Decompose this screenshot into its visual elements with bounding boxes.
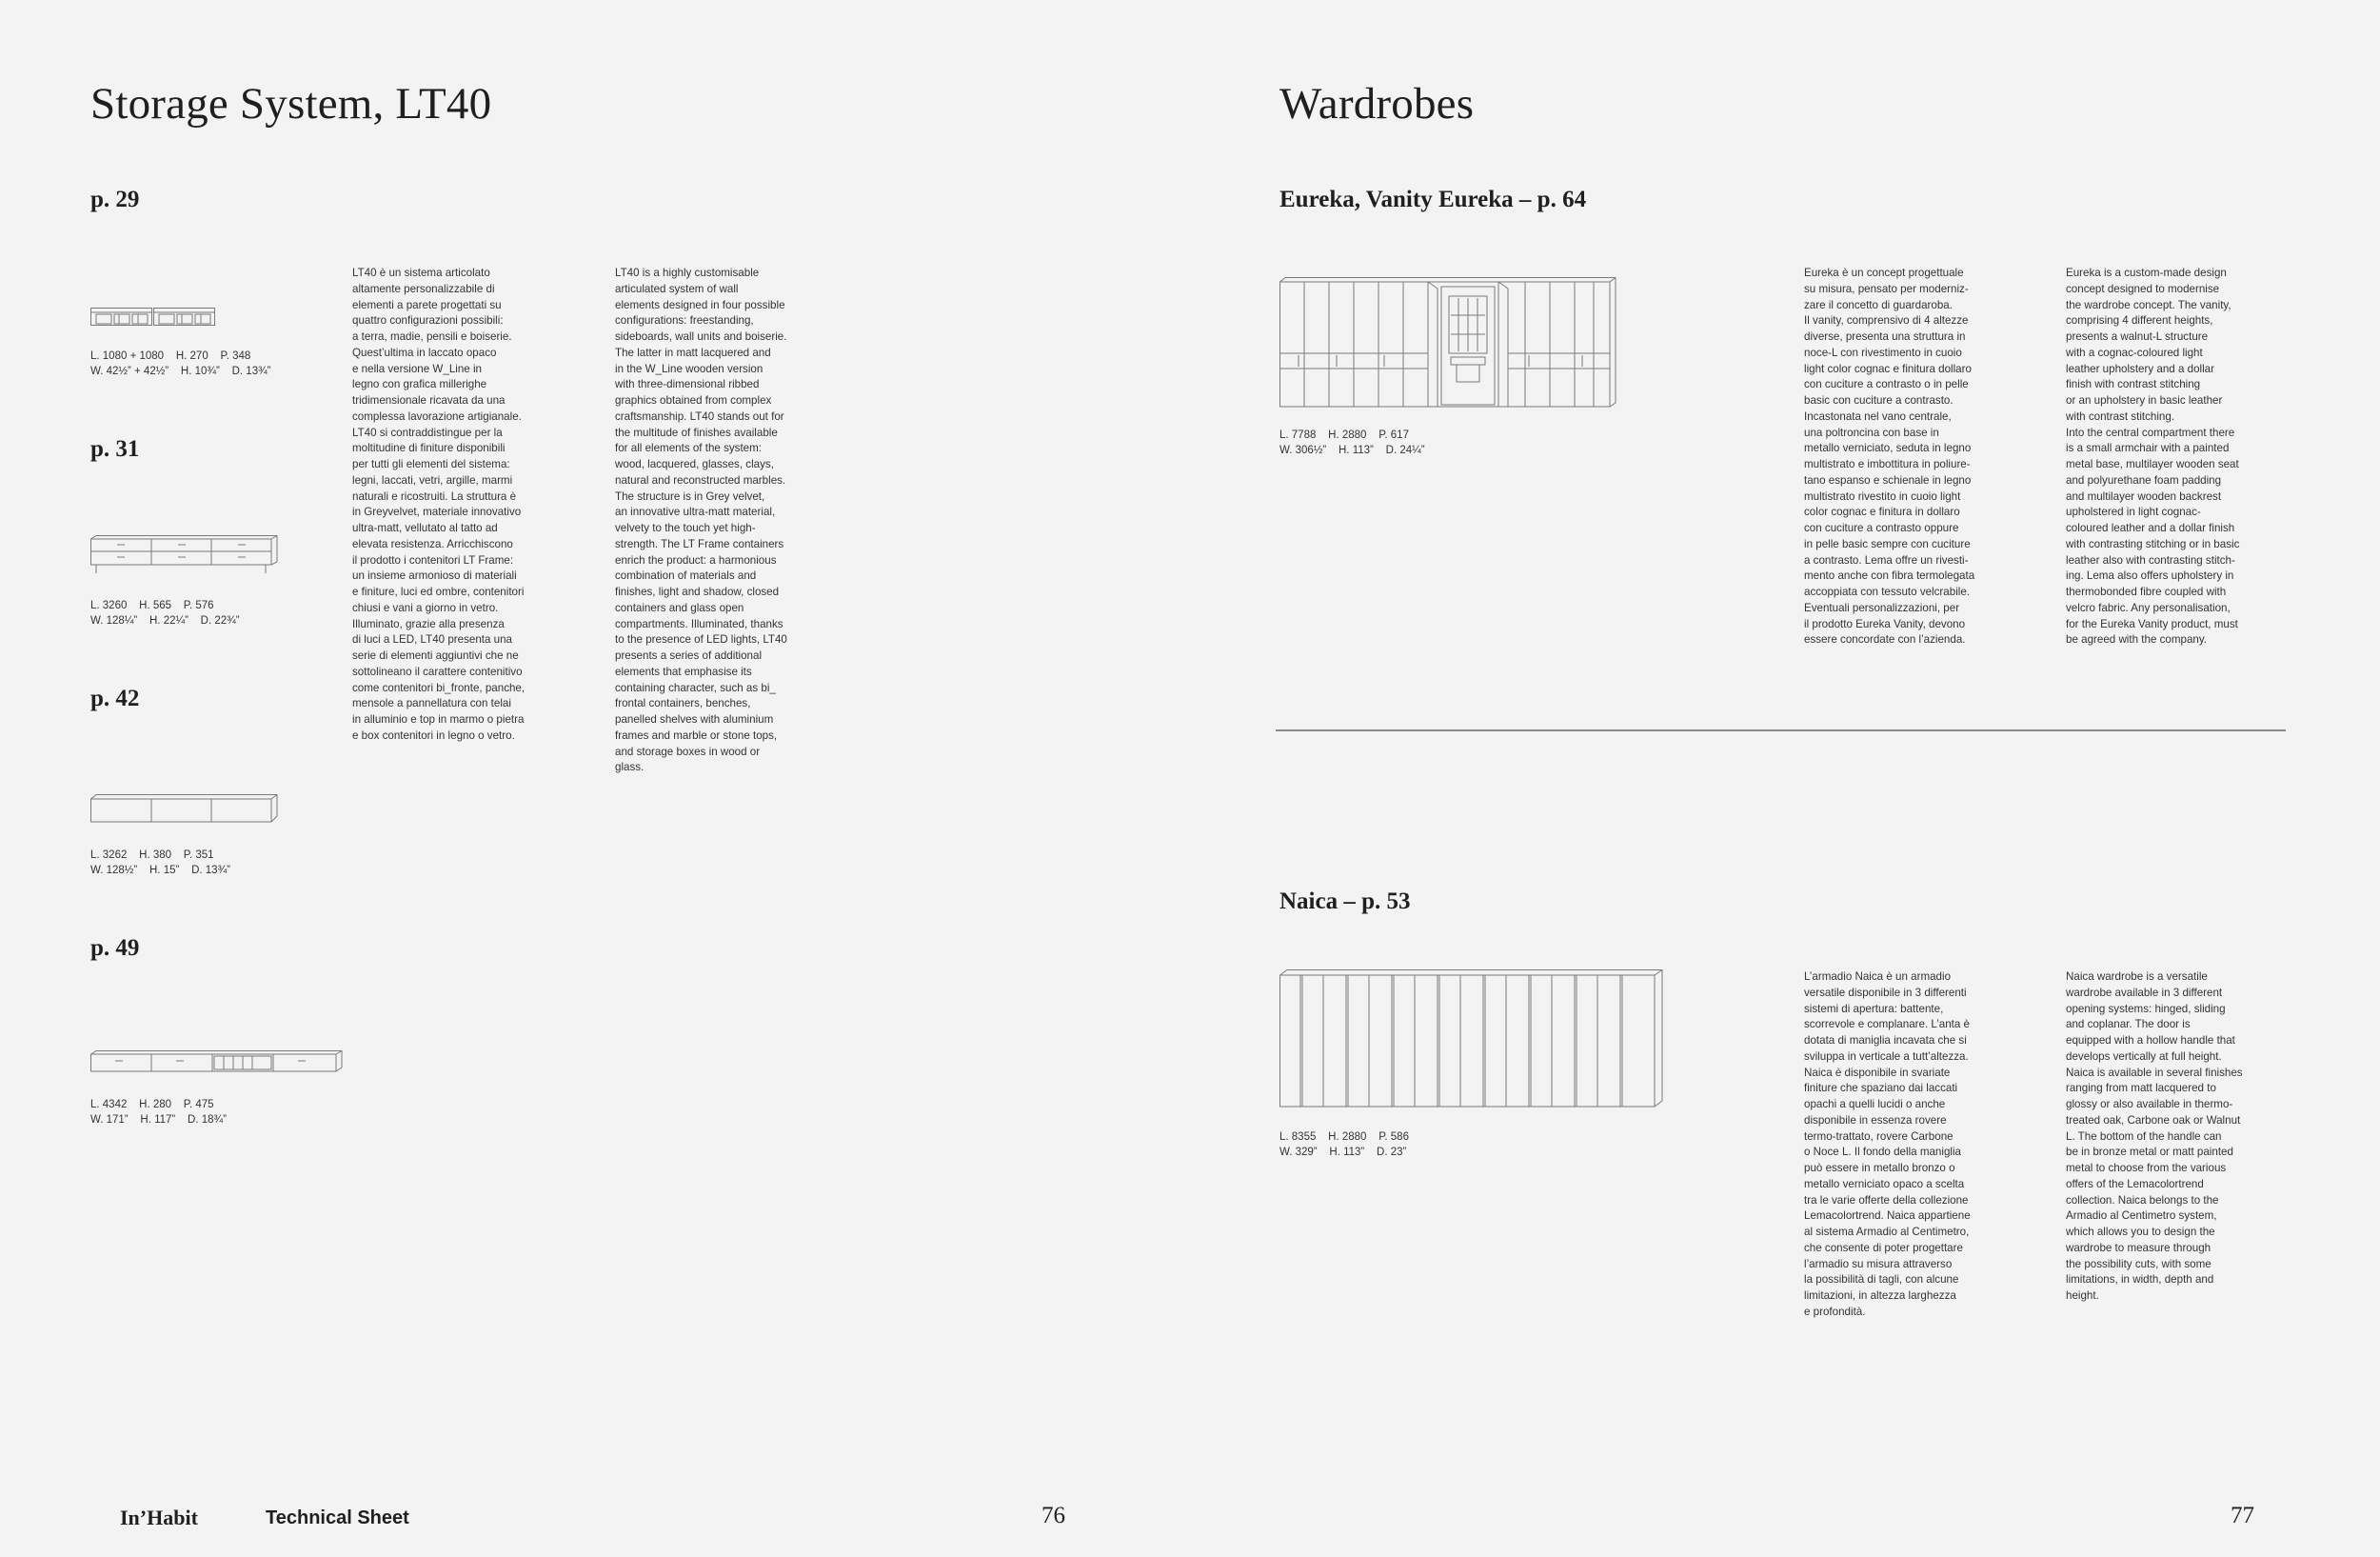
dims-p31-metric: L. 3260 H. 565 P. 576 xyxy=(90,600,214,611)
dims-p49-metric: L. 4342 H. 280 P. 475 xyxy=(90,1099,214,1110)
ref-naica: Naica – p. 53 xyxy=(1279,888,1411,914)
left-page-title: Storage System, LT40 xyxy=(90,79,492,129)
page-number-left: 76 xyxy=(1041,1503,1065,1528)
dims-naica-metric: L. 8355 H. 2880 P. 586 xyxy=(1279,1131,1409,1143)
eureka-text-english: Eureka is a custom-made design concept designed to modernise the wardrobe concept. The vanity, comprising 4 different heights, presents a walnut-L structure with a cognac-coloured light leather upholstery and a dollar finish with contrast stitching or an upholstery in basic leather with contrast stitching. Into the central compartment there is a small armchair with a painted metal base, multilayer wooden seat and polyurethane foam padding and multilayer wooden backrest upholstered in light cognac- coloured leather and a dollar finish with contrasting stitching or in basic leather also with contrasting stitch- ing. Lema also offers upholstery in thermobonded fibre coupled with velcro fabric. Any personalisation, for the Eureka Vanity product, must be agreed with the company. xyxy=(2066,267,2240,647)
dims-naica-imperial: W. 329” H. 113” D. 23” xyxy=(1279,1147,1407,1158)
dims-p42-imperial: W. 128½” H. 15” D. 13¾” xyxy=(90,865,231,876)
ref-p42: p. 42 xyxy=(90,686,140,711)
eureka-wardrobe-drawing xyxy=(1279,277,1616,408)
dims-p49-imperial: W. 171” H. 117” D. 18¾” xyxy=(90,1114,227,1126)
ref-p29: p. 29 xyxy=(90,187,140,212)
ref-eureka: Eureka, Vanity Eureka – p. 64 xyxy=(1279,187,1587,212)
section-label: Technical Sheet xyxy=(266,1507,409,1528)
brand-name: In’Habit xyxy=(120,1506,198,1529)
page-number-right: 77 xyxy=(2231,1503,2254,1528)
dims-eureka-imperial: W. 306½” H. 113” D. 24¼” xyxy=(1279,445,1425,456)
lt40-text-english: LT40 is a highly customisable articulated system of wall elements designed in four possible configurations: freestanding, sideboards, wall units and boiserie. The latter in matt lacquered and in the W_Line wooden version with three-dimensional ribbed graphics obtained from complex craftsmanship. LT40 stands out for the multitude of finishes available for all elements of the system: wood, lacquered, glasses, clays, natural and reconstructed marbles. The structure is in Grey velvet, an innovative ultra-matt material, velvety to the touch yet high- strength. The LT Frame containers enrich the product: a harmonious combination of materials and finishes, light and shadow, closed containers and glass open compartments. Illuminated, thanks to the presence of LED lights, LT40 presents a series of additional elements that emphasise its containing character, such as bi_ frontal containers, benches, panelled shelves with aluminium frames and marble or stone tops, and storage boxes in wood or glass. xyxy=(615,267,787,774)
lt40-drawing-p42 xyxy=(90,794,281,825)
eureka-text-italian: Eureka è un concept progettuale su misura, pensato per moderniz- zare il concetto di guardaroba. Il vanity, comprensivo di 4 altezze diverse, presenta una struttura in noce-L con rivestimento in cuoio light color cognac e finitura dollaro con cuciture a contrasto o in pelle basic con cuciture a contrasto. Incastonata nel vano centrale, una poltroncina con base in metallo verniciato, seduta in legno multistrato e imbottitura in poliure- tano espanso e schienale in legno multistrato rivestito in cuoio light color cognac e finitura in dollaro con cuciture a contrasto oppure in pelle basic sempre con cuciture a contrasto. Lema offre un rivesti- mento anche con fibra termolegata accoppiata con tessuto velcrabile. Eventuali personalizzazioni, per il prodotto Eureka Vanity, devono essere concordate con l’azienda. xyxy=(1804,267,1975,647)
naica-text-italian: L’armadio Naica è un armadio versatile disponibile in 3 differenti sistemi di apertura: battente, scorrevole e complanare. L’anta è dotata di maniglia incavata che si sviluppa in verticale a tutt’altezza. Naica è disponibile in svariate finiture che spaziano dai laccati opachi a quelli lucidi o anche disponibile in essenza rovere termo-trattato, rovere Carbone o Noce L. Il fondo della maniglia può essere in metallo bronzo o metallo verniciato opaco a scelta tra le varie offerte della collezione Lemacolortrend. Naica appartiene al sistema Armadio al Centimetro, che consente di poter progettare l’armadio su misura attraverso la possibilità di tagli, con alcune limitazioni, in altezza larghezza e profondità. xyxy=(1804,970,1971,1318)
dims-p29-metric: L. 1080 + 1080 H. 270 P. 348 xyxy=(90,350,251,362)
lt40-drawing-p49 xyxy=(90,1050,343,1075)
lt40-drawing-p31 xyxy=(90,535,281,573)
naica-text-english: Naica wardrobe is a versatile wardrobe available in 3 different opening systems: hinged, sliding and coplanar. The door is equipped with a hollow handle that develops vertically at full height. Naica is available in several finishes ranging from matt lacquered to glossy or also available in thermo- treated oak, Carbone oak or Walnut L. The bottom of the handle can be in bronze metal or matt painted metal to choose from the various offers of the Lemacolortrend collection. Naica belongs to the Armadio al Centimetro system, which allows you to design the wardrobe to measure through the possibility cuts, with some limitations, in width, depth and height. xyxy=(2066,970,2243,1302)
dims-eureka-metric: L. 7788 H. 2880 P. 617 xyxy=(1279,429,1409,441)
dims-p29-imperial: W. 42½” + 42½” H. 10¾” D. 13¾” xyxy=(90,366,271,377)
dims-p31-imperial: W. 128¼” H. 22¼” D. 22¾” xyxy=(90,615,240,627)
section-divider xyxy=(1276,729,2286,731)
lt40-text-italian: LT40 è un sistema articolato altamente personalizzabile di elementi a parete progettati su quattro configurazioni possibili: a terra, madie, pensili e boiserie. Quest’ultima in laccato opaco e nella versione W_Line in legno con grafica millerighe tridimensionale ricavata da una complessa lavorazione artigianale. LT40 si contraddistingue per la moltitudine di finiture disponibili per tutti gli elementi del sistema: legni, laccati, vetri, argille, marmi naturali e ricostruiti. La struttura è in Greyvelvet, materiale innovativo ultra-matt, vellutato al tatto ad elevata resistenza. Arricchiscono il prodotto i contenitori LT Frame: un insieme armonioso di materiali e finiture, luci ed ombre, contenitori chiusi e vani a giorno in vetro. Illuminato, grazie alla presenza di luci a LED, LT40 presenta una serie di elementi aggiuntivi che ne sottolineano il carattere contenitivo come contenitori bi_fronte, panche, mensole a pannellatura con telai in alluminio e top in marmo o pietra e box contenitori in legno o vetro. xyxy=(352,267,526,742)
naica-wardrobe-drawing xyxy=(1279,969,1663,1108)
right-page-title: Wardrobes xyxy=(1279,79,1475,129)
lt40-drawing-p29 xyxy=(90,308,216,329)
ref-p49: p. 49 xyxy=(90,935,140,961)
dims-p42-metric: L. 3262 H. 380 P. 351 xyxy=(90,849,214,861)
ref-p31: p. 31 xyxy=(90,436,140,462)
